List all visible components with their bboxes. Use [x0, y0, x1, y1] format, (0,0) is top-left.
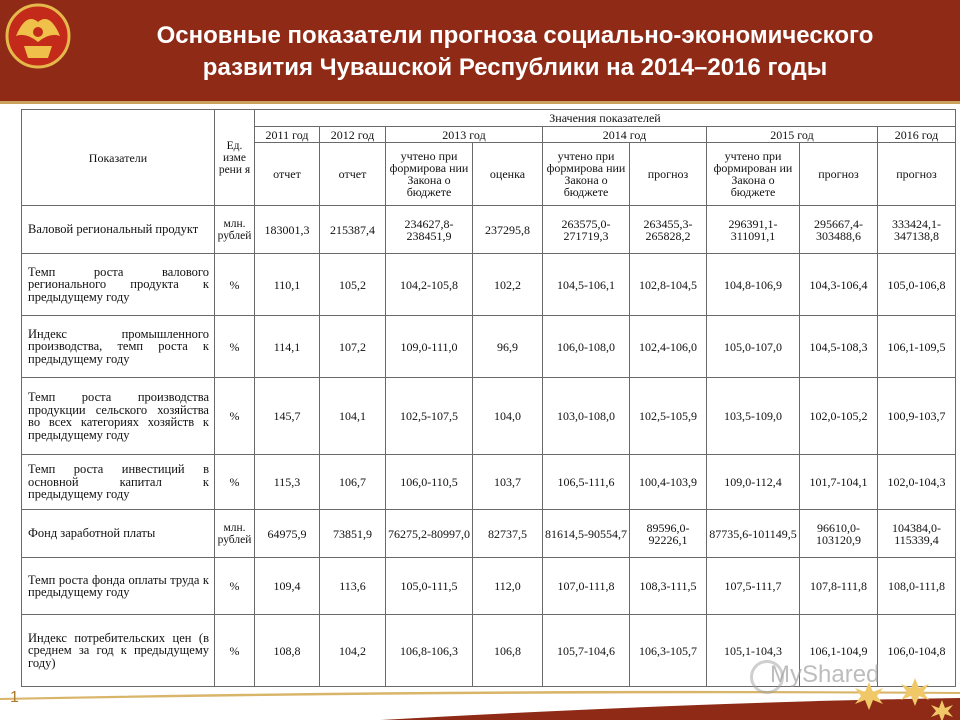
cell: 89596,0-92226,1 — [630, 510, 707, 558]
subheader: прогноз — [630, 143, 707, 206]
year-header: 2012 год — [320, 127, 386, 143]
cell: 105,7-104,6 — [543, 615, 630, 687]
year-header: 2016 год — [878, 127, 956, 143]
cell: 106,0-110,5 — [386, 455, 473, 510]
cell: 103,5-109,0 — [707, 378, 800, 455]
cell: 106,1-109,5 — [878, 316, 956, 378]
cell: 295667,4-303488,6 — [800, 206, 878, 254]
cell: 114,1 — [255, 316, 320, 378]
cell: 110,1 — [255, 254, 320, 316]
cell: 100,4-103,9 — [630, 455, 707, 510]
cell: 109,0-112,4 — [707, 455, 800, 510]
cell: 106,1-104,9 — [800, 615, 878, 687]
table-row — [22, 316, 956, 378]
cell: 108,8 — [255, 615, 320, 687]
subheader: прогноз — [800, 143, 878, 206]
slide-number: 1 — [10, 689, 19, 706]
chuvash-star-icon — [835, 662, 960, 720]
cell: 107,5-111,7 — [707, 558, 800, 615]
cell: 87735,6-101149,5 — [707, 510, 800, 558]
table-row — [22, 378, 956, 455]
cell: 101,7-104,1 — [800, 455, 878, 510]
year-header: 2013 год — [386, 127, 543, 143]
cell: 104,2 — [320, 615, 386, 687]
cell: 215387,4 — [320, 206, 386, 254]
row-label: Темп роста валового регионального продукта к предыдущему году — [22, 254, 215, 316]
title-line-1: Основные показатели прогноза социально-экономического — [156, 22, 874, 49]
cell: 109,4 — [255, 558, 320, 615]
row-unit: % — [215, 316, 255, 378]
cell: 333424,1-347138,8 — [878, 206, 956, 254]
cell: 102,0-104,3 — [878, 455, 956, 510]
cell: 102,8-104,5 — [630, 254, 707, 316]
cell: 81614,5-90554,7 — [543, 510, 630, 558]
row-unit: % — [215, 254, 255, 316]
cell: 105,1-104,3 — [707, 615, 800, 687]
row-label: Темп роста фонда оплаты труда к предыдущему году — [22, 558, 215, 615]
cell: 104,0 — [473, 378, 543, 455]
row-unit: % — [215, 378, 255, 455]
row-label: Темп роста инвестиций в основной капитал к предыдущему году — [22, 455, 215, 510]
cell: 105,0-111,5 — [386, 558, 473, 615]
cell: 104,3-106,4 — [800, 254, 878, 316]
cell: 96610,0-103120,9 — [800, 510, 878, 558]
subheader: учтено при формирован ии Закона о бюджете — [707, 143, 800, 206]
subheader: оценка — [473, 143, 543, 206]
row-unit: % — [215, 615, 255, 687]
row-label: Валовой региональный продукт — [22, 206, 215, 254]
cell: 82737,5 — [473, 510, 543, 558]
cell: 100,9-103,7 — [878, 378, 956, 455]
cell: 102,5-105,9 — [630, 378, 707, 455]
cell: 105,0-106,8 — [878, 254, 956, 316]
cell: 73851,9 — [320, 510, 386, 558]
subheader: учтено при формирова нии Закона о бюджете — [386, 143, 473, 206]
row-unit: % — [215, 455, 255, 510]
cell: 263455,3-265828,2 — [630, 206, 707, 254]
header-unit: Ед. изме рени я — [215, 110, 255, 206]
subheader: отчет — [255, 143, 320, 206]
cell: 64975,9 — [255, 510, 320, 558]
title-bar — [0, 0, 960, 101]
cell: 183001,3 — [255, 206, 320, 254]
cell: 103,7 — [473, 455, 543, 510]
cell: 109,0-111,0 — [386, 316, 473, 378]
cell: 96,9 — [473, 316, 543, 378]
header-values: Значения показателей — [255, 110, 956, 127]
table-row — [22, 455, 956, 510]
cell: 296391,1-311091,1 — [707, 206, 800, 254]
row-unit: % — [215, 558, 255, 615]
cell: 106,7 — [320, 455, 386, 510]
cell: 145,7 — [255, 378, 320, 455]
cell: 113,6 — [320, 558, 386, 615]
subheader: прогноз — [878, 143, 956, 206]
subheader: учтено при формирова нии Закона о бюджете — [543, 143, 630, 206]
cell: 263575,0-271719,3 — [543, 206, 630, 254]
cell: 105,2 — [320, 254, 386, 316]
cell: 104,5-108,3 — [800, 316, 878, 378]
cell: 107,8-111,8 — [800, 558, 878, 615]
cell: 107,2 — [320, 316, 386, 378]
cell: 102,5-107,5 — [386, 378, 473, 455]
footer-decoration — [0, 688, 960, 720]
cell: 102,2 — [473, 254, 543, 316]
cell: 234627,8-238451,9 — [386, 206, 473, 254]
cell: 104,8-106,9 — [707, 254, 800, 316]
cell: 103,0-108,0 — [543, 378, 630, 455]
cell: 104,5-106,1 — [543, 254, 630, 316]
watermark-text: MyShared — [770, 661, 880, 688]
cell: 112,0 — [473, 558, 543, 615]
cell: 106,8 — [473, 615, 543, 687]
cell: 104384,0-115339,4 — [878, 510, 956, 558]
header-indicators: Показатели — [22, 110, 215, 206]
row-label: Темп роста производства продукции сельского хозяйства во всех категориях хозяйств к предыдущему году — [22, 378, 215, 455]
chuvash-emblem-icon — [2, 2, 74, 70]
cell: 76275,2-80997,0 — [386, 510, 473, 558]
row-label: Фонд заработной платы — [22, 510, 215, 558]
page-title — [95, 20, 935, 84]
cell: 105,0-107,0 — [707, 316, 800, 378]
cell: 108,3-111,5 — [630, 558, 707, 615]
cell: 115,3 — [255, 455, 320, 510]
table-row — [22, 510, 956, 558]
header-accent-line — [0, 101, 960, 104]
subheader: отчет — [320, 143, 386, 206]
year-header: 2015 год — [707, 127, 878, 143]
cell: 106,0-104,8 — [878, 615, 956, 687]
row-unit: млн. рублей — [215, 510, 255, 558]
cell: 108,0-111,8 — [878, 558, 956, 615]
table-row — [22, 206, 956, 254]
cell: 104,2-105,8 — [386, 254, 473, 316]
indicators-table — [21, 109, 956, 687]
table-row — [22, 558, 956, 615]
cell: 102,4-106,0 — [630, 316, 707, 378]
cell: 106,3-105,7 — [630, 615, 707, 687]
cell: 106,8-106,3 — [386, 615, 473, 687]
cell: 104,1 — [320, 378, 386, 455]
cell: 102,0-105,2 — [800, 378, 878, 455]
year-header: 2011 год — [255, 127, 320, 143]
title-line-2: развития Чувашской Республики на 2014–2016 годы — [202, 54, 828, 81]
cell: 107,0-111,8 — [543, 558, 630, 615]
row-label: Индекс потребительских цен (в среднем за год к предыдущему году) — [22, 615, 215, 687]
row-label: Индекс промышленного производства, темп роста к предыдущему году — [22, 316, 215, 378]
table-row — [22, 254, 956, 316]
cell: 106,0-108,0 — [543, 316, 630, 378]
cell: 106,5-111,6 — [543, 455, 630, 510]
row-unit: млн. рублей — [215, 206, 255, 254]
year-header: 2014 год — [543, 127, 707, 143]
cell: 237295,8 — [473, 206, 543, 254]
